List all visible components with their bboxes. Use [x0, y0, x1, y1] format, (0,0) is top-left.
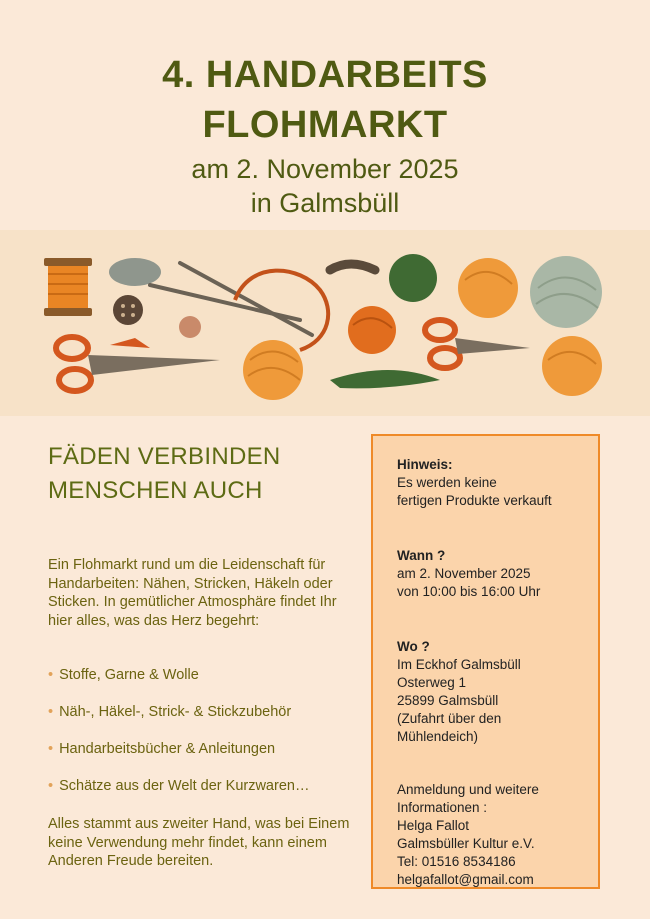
where-text: 25899 Galmsbüll [397, 693, 499, 708]
event-date: am 2. November 2025 [191, 154, 459, 184]
contact-name: Helga Fallot [397, 818, 470, 833]
orange-yarn-icon-3 [458, 258, 518, 318]
where-text: Im Eckhof Galmsbüll [397, 657, 521, 672]
heading-line-2: MENSCHEN AUCH [48, 477, 263, 504]
when-text: von 10:00 bis 16:00 Uhr [397, 584, 541, 599]
hint-label: Hinweis: [397, 457, 453, 472]
list-item: • Schätze aus der Welt der Kurzwaren… [48, 778, 310, 794]
thread-spool-icon [44, 258, 92, 316]
where-text: (Zufahrt über den [397, 711, 502, 726]
list-item: • Stoffe, Garne & Wolle [48, 667, 199, 683]
bullet-dot-icon: • [48, 778, 54, 794]
contact-phone: Tel: 01516 8534186 [397, 854, 516, 869]
closing-paragraph: Alles stammt aus zweiter Hand, was bei Einem keine Verwendung mehr findet, kann einem Anderen Freude bereiten. [48, 816, 350, 869]
green-yarn-icon [389, 254, 437, 302]
event-subtitle [0, 152, 650, 220]
when-text: am 2. November 2025 [397, 566, 531, 581]
list-item: • Handarbeitsbücher & Anleitungen [48, 741, 276, 757]
where-text: Mühlendeich) [397, 729, 479, 744]
bullet-dot-icon: • [48, 741, 54, 757]
hint-text: fertigen Produkte verkauft [397, 493, 552, 508]
when-label: Wann ? [397, 548, 446, 563]
grey-yarn-icon [109, 258, 161, 286]
orange-yarn-icon [243, 340, 303, 400]
pincushion-icon [179, 316, 201, 338]
list-item: • Näh-, Häkel-, Strick- & Stickzubehör [48, 704, 292, 720]
sage-yarn-icon [530, 256, 602, 328]
where-text: Osterweg 1 [397, 675, 467, 690]
craft-items-illustration [0, 230, 650, 416]
green-ribbon-icon [330, 370, 440, 388]
contact-text: Informationen : [397, 800, 488, 815]
heading-line-1: FÄDEN VERBINDEN [48, 443, 281, 470]
orange-yarn-icon-4 [542, 336, 602, 396]
button-icon [113, 295, 143, 325]
section-heading [48, 440, 281, 508]
intro-paragraph: Ein Flohmarkt rund um die Leidenschaft für Handarbeiten: Nähen, Stricken, Häkeln oder Sticken. In gemütlicher Atmosphäre findet Ihr hier alles, was das Herz begehrt: [48, 557, 337, 629]
event-place: in Galmsbüll [250, 188, 400, 218]
contact-text: Anmeldung und weitere [397, 782, 539, 797]
contact-email[interactable]: helgafallot@gmail.com [397, 872, 534, 887]
event-title [0, 50, 650, 150]
horseshoe-tool-icon [330, 264, 375, 270]
orange-yarn-icon-2 [348, 306, 396, 354]
title-line-1: 4. HANDARBEITS [162, 54, 488, 96]
contact-org: Galmsbüller Kultur e.V. [397, 836, 535, 851]
craft-illustration-banner [0, 230, 650, 416]
where-label: Wo ? [397, 639, 430, 654]
thread-loop-icon [235, 271, 328, 350]
knitting-needles-icon [150, 263, 312, 335]
bullet-dot-icon: • [48, 667, 54, 683]
title-line-2: FLOHMARKT [202, 104, 448, 146]
info-box [371, 434, 600, 889]
hint-text: Es werden keine [397, 475, 497, 490]
bullet-dot-icon: • [48, 704, 54, 720]
scissors-icon-2 [425, 320, 530, 368]
offer-list [48, 666, 309, 814]
